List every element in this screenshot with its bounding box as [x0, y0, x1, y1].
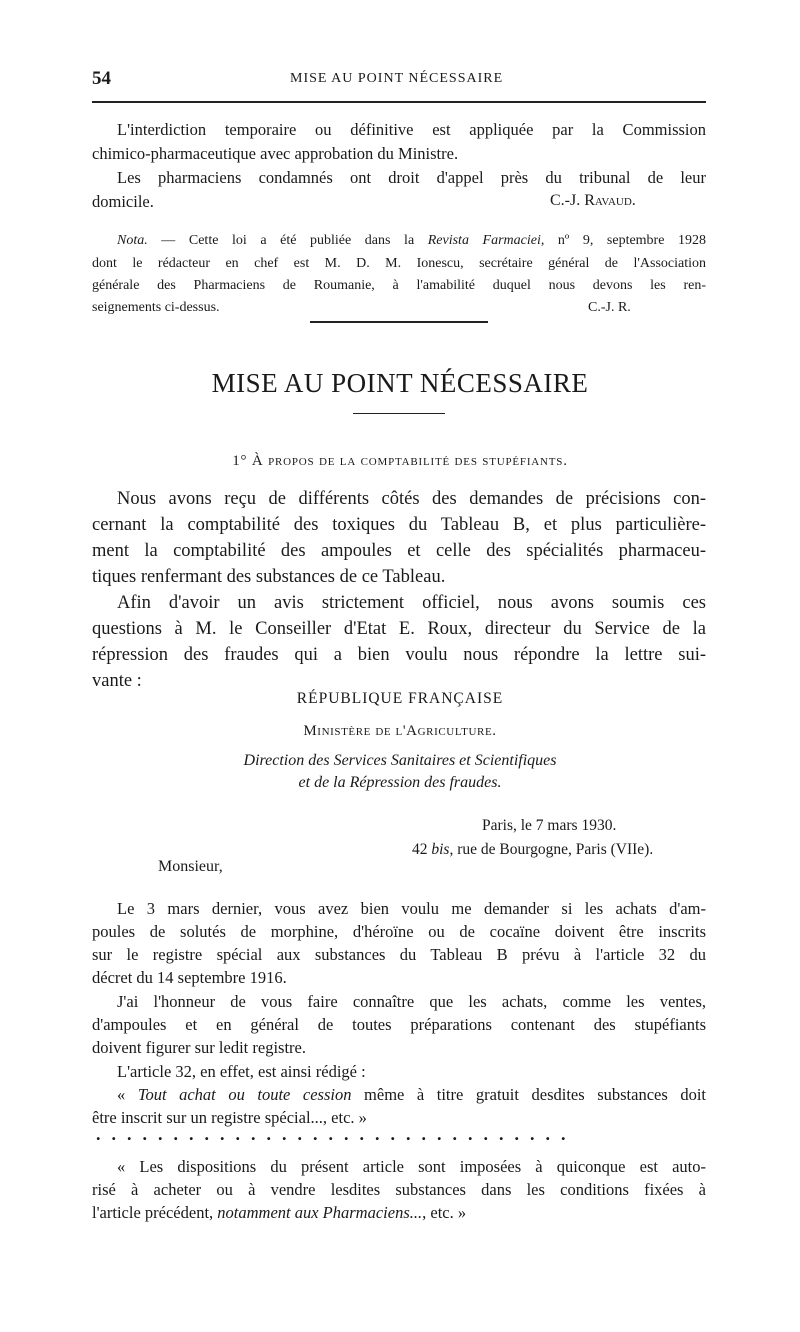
quote-emphasis: Tout achat ou toute cession [137, 1085, 352, 1104]
intro-line: ment la comptabilité des ampoules et celle des spécialités pharmaceu- [92, 541, 706, 561]
preceding-paragraph-line: domicile. [92, 192, 154, 211]
quote-text: , etc. » [422, 1203, 467, 1222]
intro-line: Nous avons reçu de différents côtés des demandes de précisions con- [117, 489, 706, 509]
preceding-paragraph-line: chimico-pharmaceutique avec approbation du Ministre. [92, 144, 459, 163]
section-heading: 1° À propos de la comptabilité des stupéfiants. [232, 453, 568, 469]
address-street: , rue de Bourgogne, Paris (VIIe). [449, 841, 654, 858]
ellipsis-row: ............................... [96, 1124, 577, 1144]
quote-mark: « [117, 1085, 138, 1104]
letter-direction: et de la Répression des fraudes. [298, 774, 502, 791]
nota-line: générale des Pharmaciens de Roumanie, à l'amabilité duquel nous devons les ren- [92, 278, 706, 293]
nota-text: — Cette loi a été publiée dans la [147, 233, 428, 248]
address-bis: bis [431, 841, 450, 858]
nota-line [117, 233, 706, 249]
letter-line: poules de solutés de morphine, d'héroïne ou de cocaïne doivent être inscrits [92, 922, 706, 941]
body-line: Afin d'avoir un avis strictement officiel, nous avons soumis ces [117, 593, 706, 613]
section-separator [310, 321, 488, 323]
quote-line: être inscrit sur un registre spécial..., etc. » [92, 1108, 367, 1127]
nota-text: , nº 9, septembre 1928 [540, 233, 707, 248]
letter-line: J'ai l'honneur de vous faire connaître que les achats, comme les ventes, [117, 992, 706, 1011]
quote-line [92, 1203, 466, 1223]
preceding-paragraph-line: Les pharmaciens condamnés ont droit d'appel près du tribunal de leur [117, 168, 706, 187]
body-line: questions à M. le Conseiller d'Etat E. Roux, directeur du Service de la [92, 619, 706, 639]
letter-ministry: Ministère de l'Agriculture. [303, 723, 497, 739]
title-underline [353, 413, 445, 414]
article-title: MISE AU POINT NÉCESSAIRE [211, 368, 589, 398]
quote-emphasis: notamment aux Pharmaciens... [217, 1203, 423, 1222]
preceding-paragraph-line: L'interdiction temporaire ou définitive est appliquée par la Commission [117, 120, 706, 139]
journal-name: Revista Farmaciei [427, 233, 541, 248]
nota-line: dont le rédacteur en chef est M. D. M. Ionescu, secrétaire général de l'Association [92, 256, 706, 271]
letter-line: sur le registre spécial aux substances du Tableau B prévu à l'article 32 du [92, 945, 706, 964]
letter-line: d'ampoules et en général de toutes préparations contenant des stupéfiants [92, 1015, 706, 1034]
intro-line: tiques renfermant des substances de ce Tableau. [92, 567, 446, 587]
nota-line: seignements ci-dessus. [92, 300, 220, 315]
address-number: 42 [412, 841, 432, 858]
page-number: 54 [92, 68, 111, 89]
nota-label: Nota. [117, 233, 148, 248]
running-title: MISE AU POINT NÉCESSAIRE [290, 71, 504, 86]
quote-text: l'article précédent, [92, 1203, 218, 1222]
quote-text: même à titre gratuit desdites substances doit [351, 1085, 706, 1104]
letter-republic: RÉPUBLIQUE FRANÇAISE [296, 690, 504, 707]
header-rule [92, 101, 706, 103]
letter-line: L'article 32, en effet, est ainsi rédigé : [117, 1062, 366, 1081]
letter-line: Le 3 mars dernier, vous avez bien voulu me demander si les achats d'am- [117, 899, 706, 918]
letter-date: Paris, le 7 mars 1930. [482, 817, 617, 834]
letter-address [412, 841, 653, 859]
letter-line: doivent figurer sur ledit registre. [92, 1038, 306, 1057]
letter-line: décret du 14 septembre 1916. [92, 968, 287, 987]
body-line: vante : [92, 671, 142, 691]
nota-signature: C.-J. R. [588, 300, 631, 315]
quote-line: risé à acheter ou à vendre lesdites substances dans les conditions fixées à [92, 1180, 706, 1199]
intro-line: cernant la comptabilité des toxiques du Tableau B, et plus particulière- [92, 515, 706, 535]
body-line: répression des fraudes qui a bien voulu nous répondre la lettre sui- [92, 645, 706, 665]
letter-direction: Direction des Services Sanitaires et Scientifiques [243, 752, 557, 769]
quote-line [117, 1085, 706, 1105]
letter-salutation: Monsieur, [158, 858, 223, 875]
quote-line: « Les dispositions du présent article sont imposées à quiconque est auto- [117, 1157, 706, 1176]
author-signature: C.-J. Ravaud. [550, 192, 636, 209]
